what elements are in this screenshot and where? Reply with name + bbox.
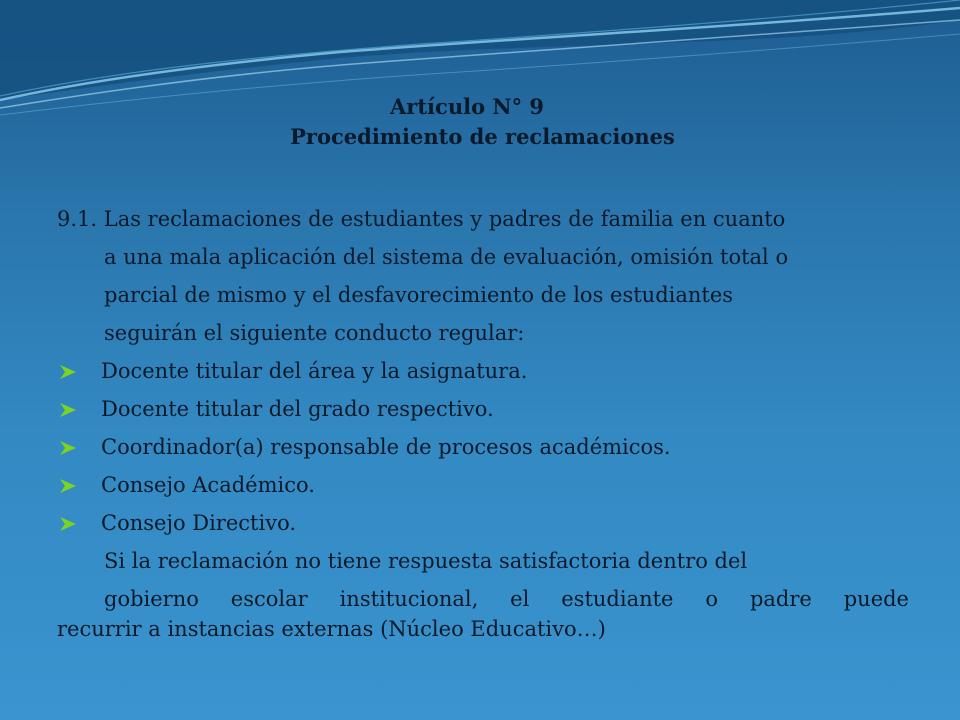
slide-body xyxy=(57,200,909,644)
bullet-text: Docente titular del área y la asignatura. xyxy=(101,359,528,383)
bullet-item xyxy=(57,352,909,390)
closing-line: Si la reclamación no tiene respuesta satisfactoria dentro del xyxy=(104,549,748,573)
bullet-text: Coordinador(a) responsable de procesos académicos. xyxy=(101,435,671,459)
bullet-text: Consejo Académico. xyxy=(101,473,315,497)
bullet-item xyxy=(57,390,909,428)
closing-line-justified: gobierno escolar institucional, el estudiante o padre puede xyxy=(104,587,909,611)
title-line-article: Artículo N° 9 xyxy=(390,94,545,119)
bullet-text: Consejo Directivo. xyxy=(101,511,297,535)
bullet-text: Docente titular del grado respectivo. xyxy=(101,397,494,421)
bullet-item xyxy=(57,504,909,542)
bullet-item xyxy=(57,428,909,466)
title-line-heading: Procedimiento de reclamaciones xyxy=(290,124,675,149)
paragraph-line: parcial de mismo y el desfavorecimiento de los estudiantes xyxy=(104,283,734,307)
paragraph-line: a una mala aplicación del sistema de evaluación, omisión total o xyxy=(104,245,789,269)
arrow-bullet-icon xyxy=(59,364,77,380)
paragraph-line: 9.1. Las reclamaciones de estudiantes y padres de familia en cuanto xyxy=(57,207,786,231)
arrow-bullet-icon xyxy=(59,478,77,494)
arrow-bullet-icon xyxy=(59,402,77,418)
paragraph-line: seguirán el siguiente conducto regular: xyxy=(104,321,525,345)
arrow-bullet-icon xyxy=(59,516,77,532)
closing-line: recurrir a instancias externas (Núcleo Educativo…) xyxy=(57,617,606,641)
arrow-bullet-icon xyxy=(59,440,77,456)
bullet-item xyxy=(57,466,909,504)
